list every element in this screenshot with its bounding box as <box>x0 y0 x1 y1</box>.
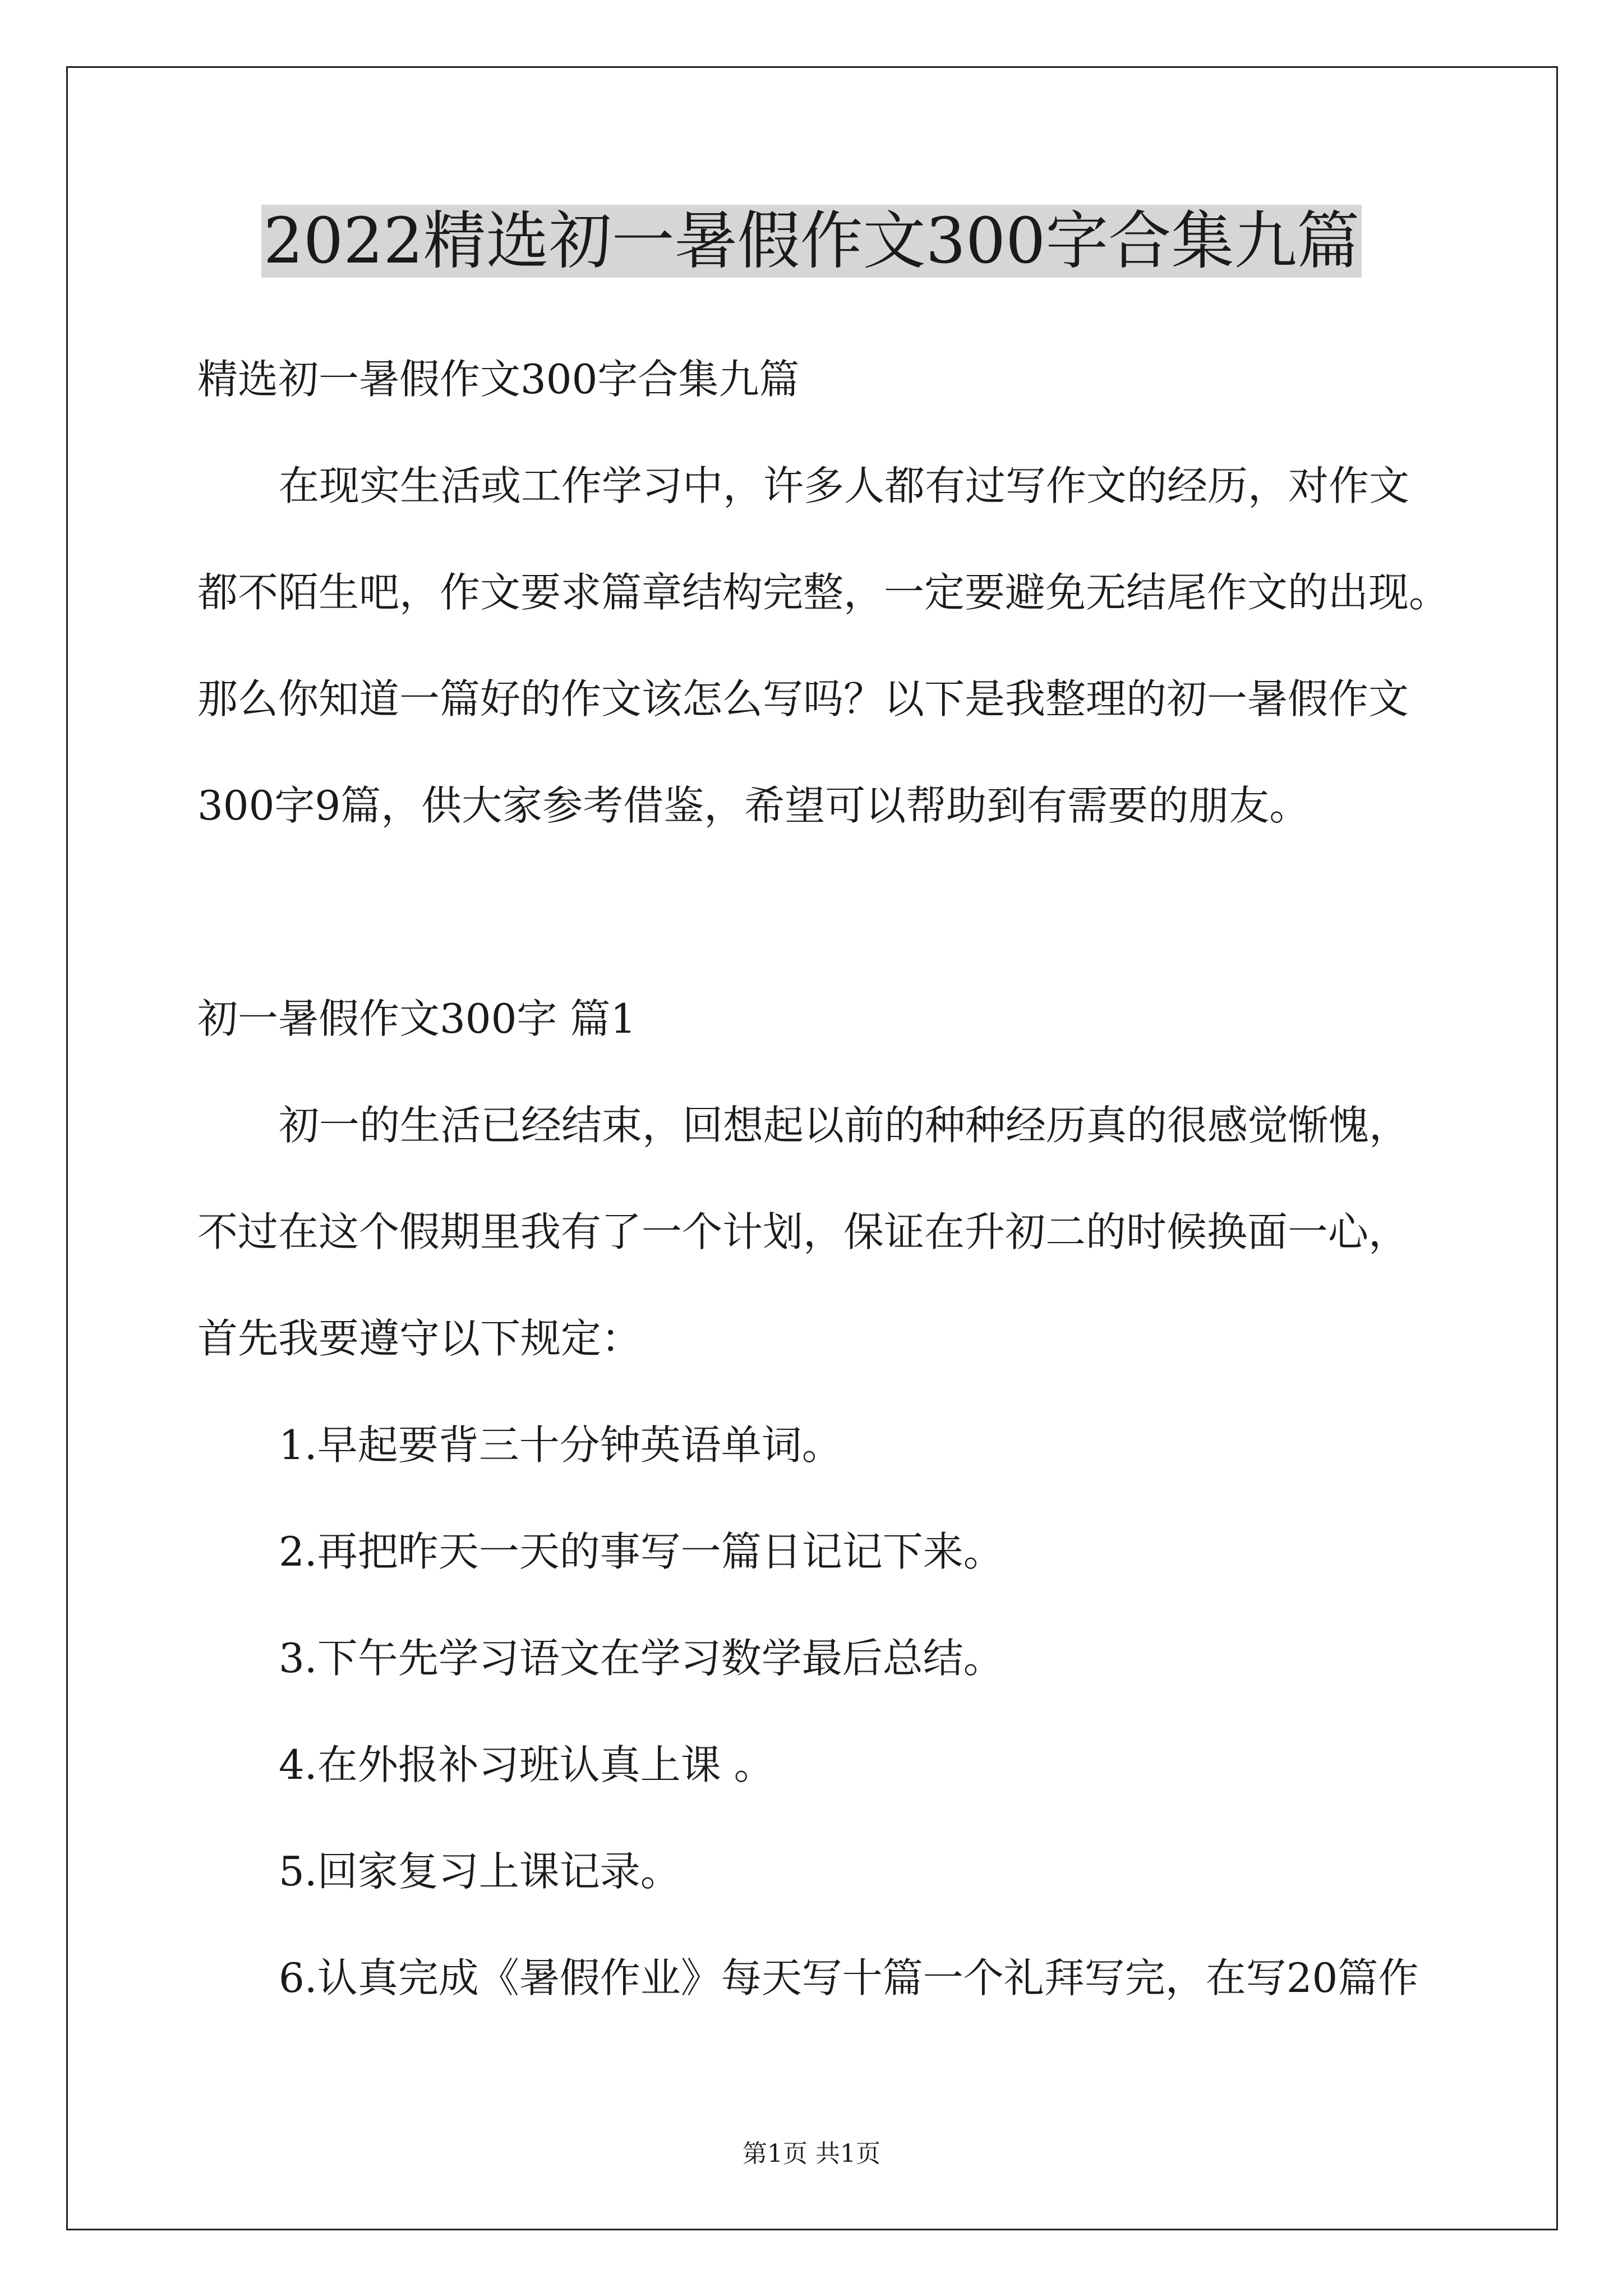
list-item-5: 5.回家复习上课记录。 <box>279 1848 681 1895</box>
paragraph-line-2: 不过在这个假期里我有了一个计划，保证在升初二的时候换面一心， <box>197 1208 1409 1255</box>
list-item-1: 1.早起要背三十分钟英语单词。 <box>279 1421 842 1469</box>
page-footer: 第1页 共1页 <box>743 2139 880 2168</box>
intro-line-2: 都不陌生吧，作文要求篇章结构完整，一定要避免无结尾作文的出现。 <box>197 569 1450 616</box>
subtitle: 精选初一暑假作文300字合集九篇 <box>197 356 800 403</box>
document-title-text: 2022精选初一暑假作文300字合集九篇 <box>261 205 1362 278</box>
list-item-2: 2.再把昨天一天的事写一篇日记记下来。 <box>279 1528 1004 1575</box>
document-title <box>0 199 1623 283</box>
paragraph-line-1: 初一的生活已经结束，回想起以前的种种经历真的很感觉惭愧， <box>279 1102 1410 1149</box>
intro-line-3: 那么你知道一篇好的作文该怎么写吗？以下是我整理的初一暑假作文 <box>197 675 1409 723</box>
list-item-4: 4.在外报补习班认真上课 。 <box>279 1741 774 1788</box>
paragraph-line-3: 首先我要遵守以下规定： <box>197 1315 642 1362</box>
intro-line-1: 在现实生活或工作学习中，许多人都有过写作文的经历，对作文 <box>279 462 1410 509</box>
list-item-6: 6.认真完成《暑假作业》每天写十篇一个礼拜写完，在写20篇作 <box>279 1954 1419 2001</box>
section-heading: 初一暑假作文300字 篇1 <box>197 995 637 1042</box>
intro-line-4: 300字9篇，供大家参考借鉴，希望可以帮助到有需要的朋友。 <box>197 782 1310 829</box>
list-item-3: 3.下午先学习语文在学习数学最后总结。 <box>279 1635 1004 1682</box>
